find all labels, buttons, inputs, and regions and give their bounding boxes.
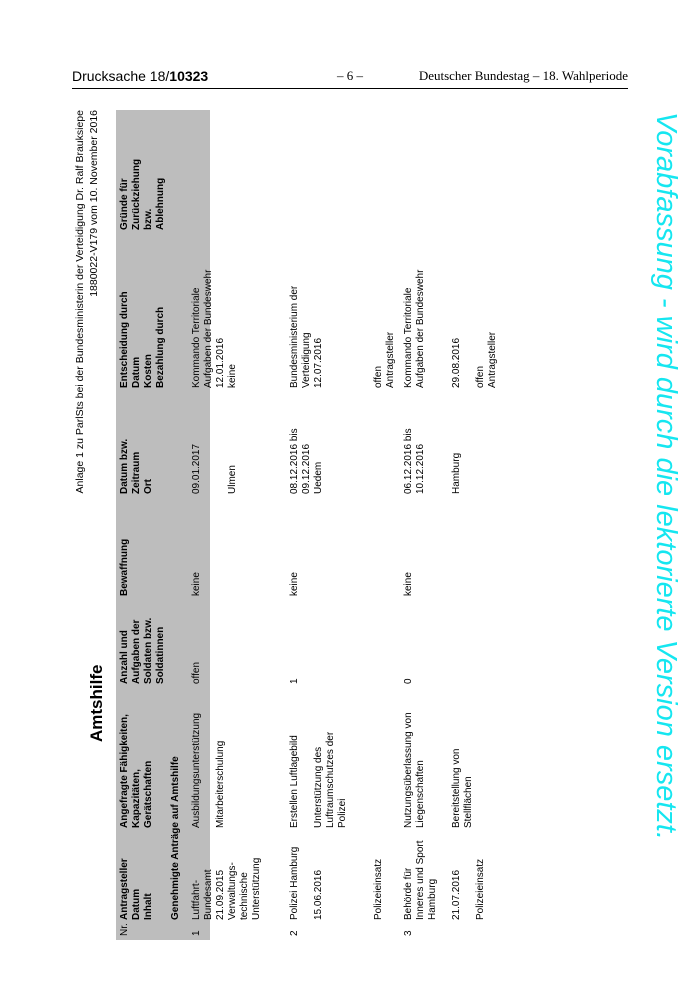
row-armament: keine [191,572,202,596]
row-applicant: Polizei Hamburg 15.06.2016 Polizeieinsatz [289,846,384,920]
row-armament: keine [403,572,414,596]
landscape-page [73,110,633,940]
section-title: Genehmigte Anträge auf Amtshilfe [170,756,181,920]
row-armament: keine [289,572,300,596]
row-nr: 1 [191,930,202,936]
row-count: 0 [403,678,414,684]
row-count: 1 [289,678,300,684]
row-period: 06.12.2016 bis 10.12.2016 Hamburg [403,428,462,494]
col-armament: Bewaffnung [119,538,130,596]
annex-line-1: Anlage 1 zu ParlSts bei der Bundesministerin der Verteidigung Dr. Ralf Brauksiepe [74,110,86,494]
col-nr: Nr. [119,923,130,936]
row-capabilities: Nutzungsüberlassung von Liegenschaften Bereitstellung von Stellflächen [403,712,474,828]
row-decision: Bundesministerium der Verteidigung 12.07.2016 offen Antragsteller [289,285,396,388]
draft-watermark [646,112,686,902]
annex-line-2: 1880022-V179 vom 10. November 2016 [88,110,100,297]
col-count: Anzahl und Aufgaben der Soldaten bzw. Soldatinnen [119,617,166,684]
row-count: offen [191,661,202,684]
page-title: Amtshilfe [87,664,106,742]
row-period: 09.01.2017 Ulmen [191,443,238,494]
drucksache-label [72,68,208,90]
watermark-text: Vorabfassung - wird durch die lektorierte Version ersetzt. [650,112,682,841]
publisher: Deutscher Bundestag – 18. Wahlperiode [418,68,628,83]
col-reasons: Gründe für Zurückziehung bzw. Ablehnung [119,158,166,230]
drucksache-number: 10323 [169,68,209,84]
row-capabilities: Ausbildungsunterstützung Mitarbeiterschulung [191,712,226,828]
row-decision: Kommando Territoriale Aufgaben der Bundeswehr 12.01.2016 keine [191,269,238,388]
col-applicant: Antragsteller Datum Inhalt [119,858,154,920]
row-capabilities: Erstellen Luftlagebild Unterstützung des Luftraumschutzes der Polizei [289,731,348,828]
col-capabilities: Angefragte Fähigkeiten, Kapazitäten, Gerätschaften [119,714,154,828]
row-applicant: Luftfahrt- Bundesamt 21.09.2015 Verwaltungs- technische Unterstützung [191,857,262,920]
row-period: 08.12.2016 bis 09.12.2016 Uedem [289,428,324,494]
row-nr: 2 [289,930,300,936]
row-nr: 3 [403,930,414,936]
col-decision: Entscheidung durch Datum Kosten Bezahlung durch [119,291,166,388]
col-period: Datum bzw. Zeitraum Ort [119,438,154,494]
page-number: – 6 – [337,68,363,83]
row-applicant: Behörde für Inneres und Sport Hamburg 21.07.2016 Polizeieinsatz [403,840,486,920]
drucksache-prefix: Drucksache 18/ [72,68,170,84]
annex-note [73,110,101,520]
row-decision: Kommando Territoriale Aufgaben der Bundeswehr 29.08.2016 offen Antragsteller [403,269,498,388]
header-rule [72,88,628,89]
